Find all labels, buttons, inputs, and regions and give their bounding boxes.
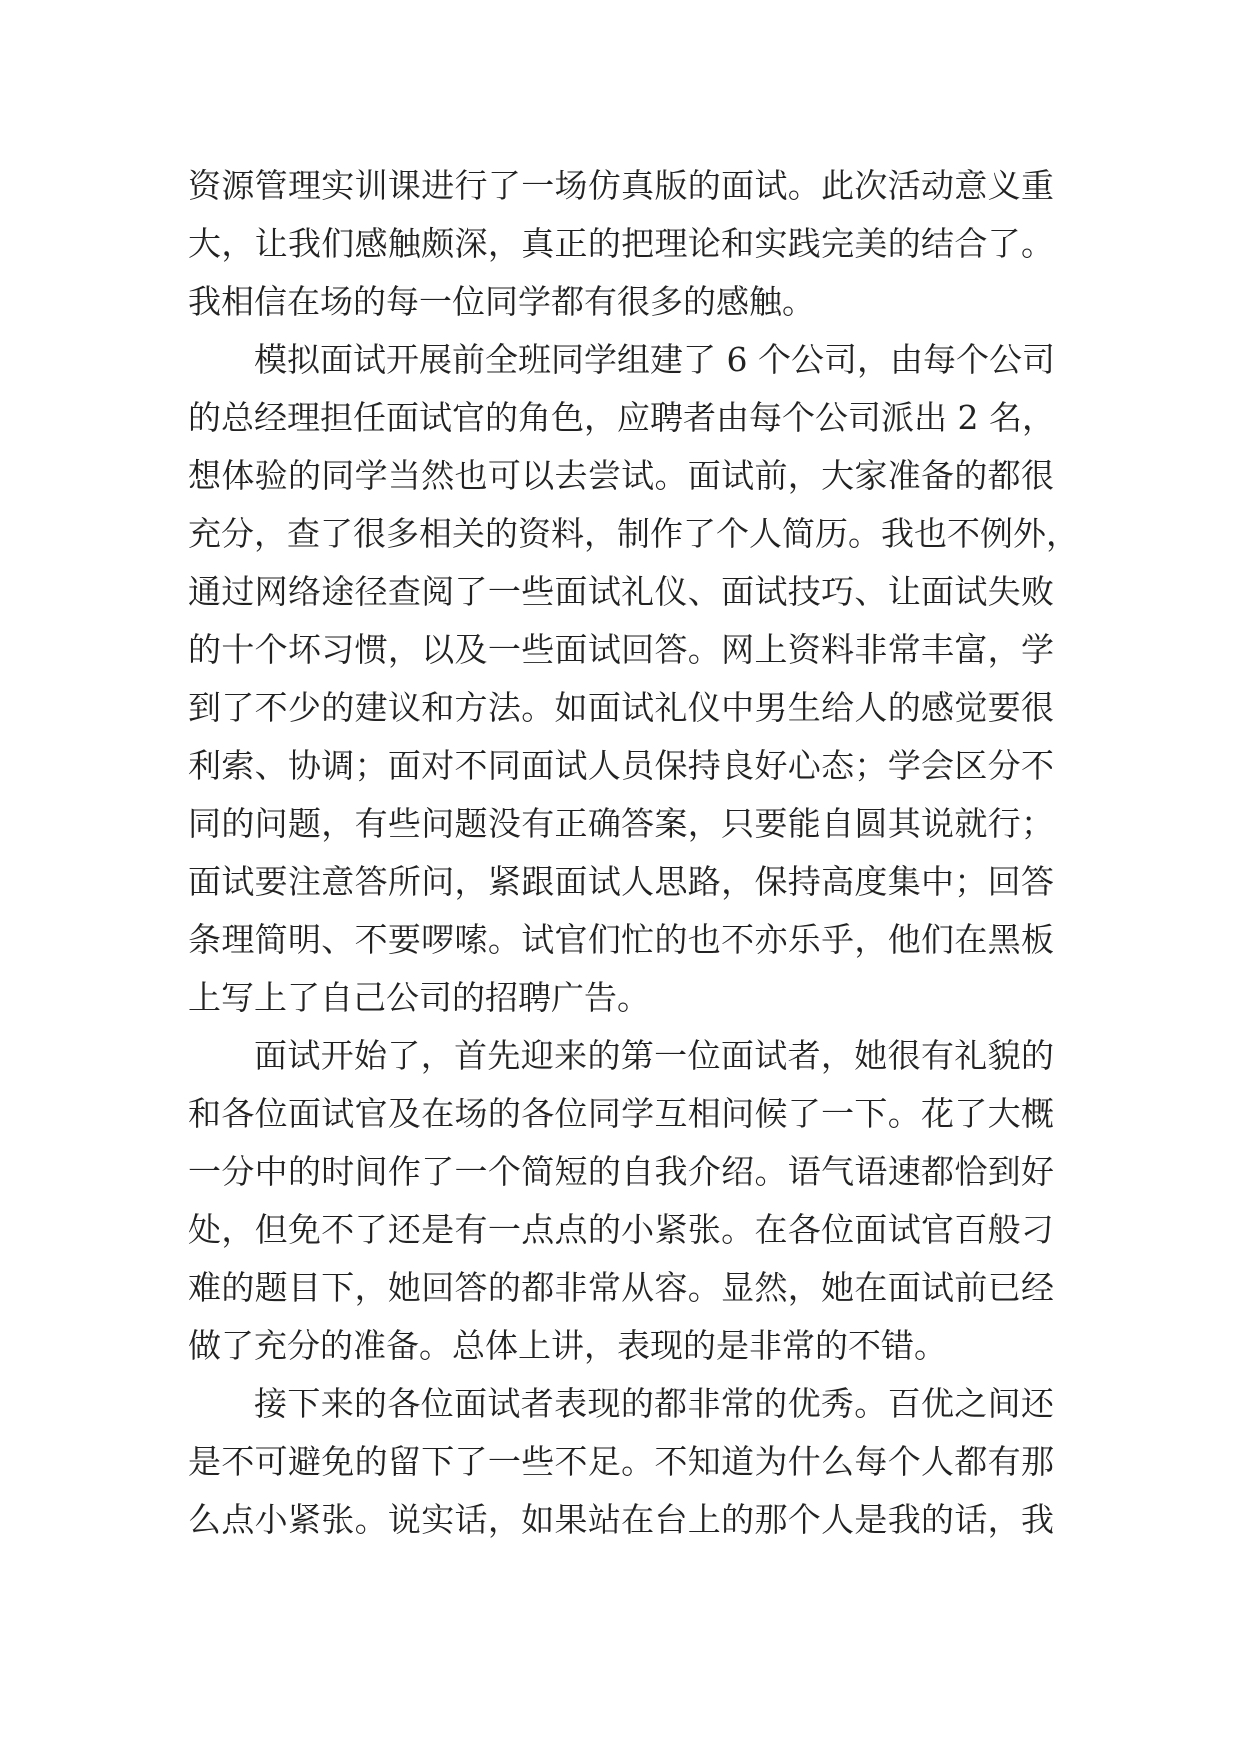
document-body [188,157,1079,1549]
paragraph-2-line-8: 利索、协调；面对不同面试人员保持良好心态；学会区分不 [188,746,1054,785]
paragraph-4-line-2: 是不可避免的留下了一些不足。不知道为什么每个人都有那 [188,1442,1054,1481]
paragraph-2-line-2: 的总经理担任面试官的角色，应聘者由每个公司派出 2 名， [188,398,1055,437]
paragraph-2-line-12: 上写上了自己公司的招聘广告。 [188,978,650,1017]
paragraph-3-line-6: 做了充分的准备。总体上讲，表现的是非常的不错。 [188,1326,947,1365]
paragraph-3-line-3: 一分中的时间作了一个简短的自我介绍。语气语速都恰到好 [188,1152,1054,1191]
paragraph-2-line-7: 到了不少的建议和方法。如面试礼仪中男生给人的感觉要很 [188,688,1054,727]
paragraph-1-line-1: 资源管理实训课进行了一场仿真版的面试。此次活动意义重 [188,166,1054,205]
paragraph-2-line-6: 的十个坏习惯，以及一些面试回答。网上资料非常丰富，学 [188,630,1054,669]
paragraph-1-line-2: 大，让我们感触颇深，真正的把理论和实践完美的结合了。 [188,224,1054,263]
paragraph-2-line-9: 同的问题，有些问题没有正确答案，只要能自圆其说就行； [188,804,1054,843]
paragraph-2-line-10: 面试要注意答所问，紧跟面试人思路，保持高度集中；回答 [188,862,1054,901]
paragraph-4-line-1: 接下来的各位面试者表现的都非常的优秀。百优之间还 [254,1384,1054,1423]
paragraph-1-line-3: 我相信在场的每一位同学都有很多的感触。 [188,282,815,321]
paragraph-2-line-3: 想体验的同学当然也可以去尝试。面试前，大家准备的都很 [188,456,1054,495]
paragraph-4-line-3: 么点小紧张。说实话，如果站在台上的那个人是我的话，我 [188,1500,1054,1539]
paragraph-3-line-2: 和各位面试官及在场的各位同学互相问候了一下。花了大概 [188,1094,1054,1133]
paragraph-3-line-1: 面试开始了，首先迎来的第一位面试者，她很有礼貌的 [254,1036,1054,1075]
paragraph-2-line-1: 模拟面试开展前全班同学组建了 6 个公司，由每个公司 [254,340,1055,379]
paragraph-2-line-5: 通过网络途径查阅了一些面试礼仪、面试技巧、让面试失败 [188,572,1054,611]
paragraph-3-line-4: 处，但免不了还是有一点点的小紧张。在各位面试官百般刁 [188,1210,1054,1249]
paragraph-2-line-11: 条理简明、不要啰嗦。试官们忙的也不亦乐乎，他们在黑板 [188,920,1054,959]
paragraph-2-line-4: 充分，查了很多相关的资料，制作了个人简历。我也不例外， [188,514,1079,553]
paragraph-3-line-5: 难的题目下，她回答的都非常从容。显然，她在面试前已经 [188,1268,1054,1307]
